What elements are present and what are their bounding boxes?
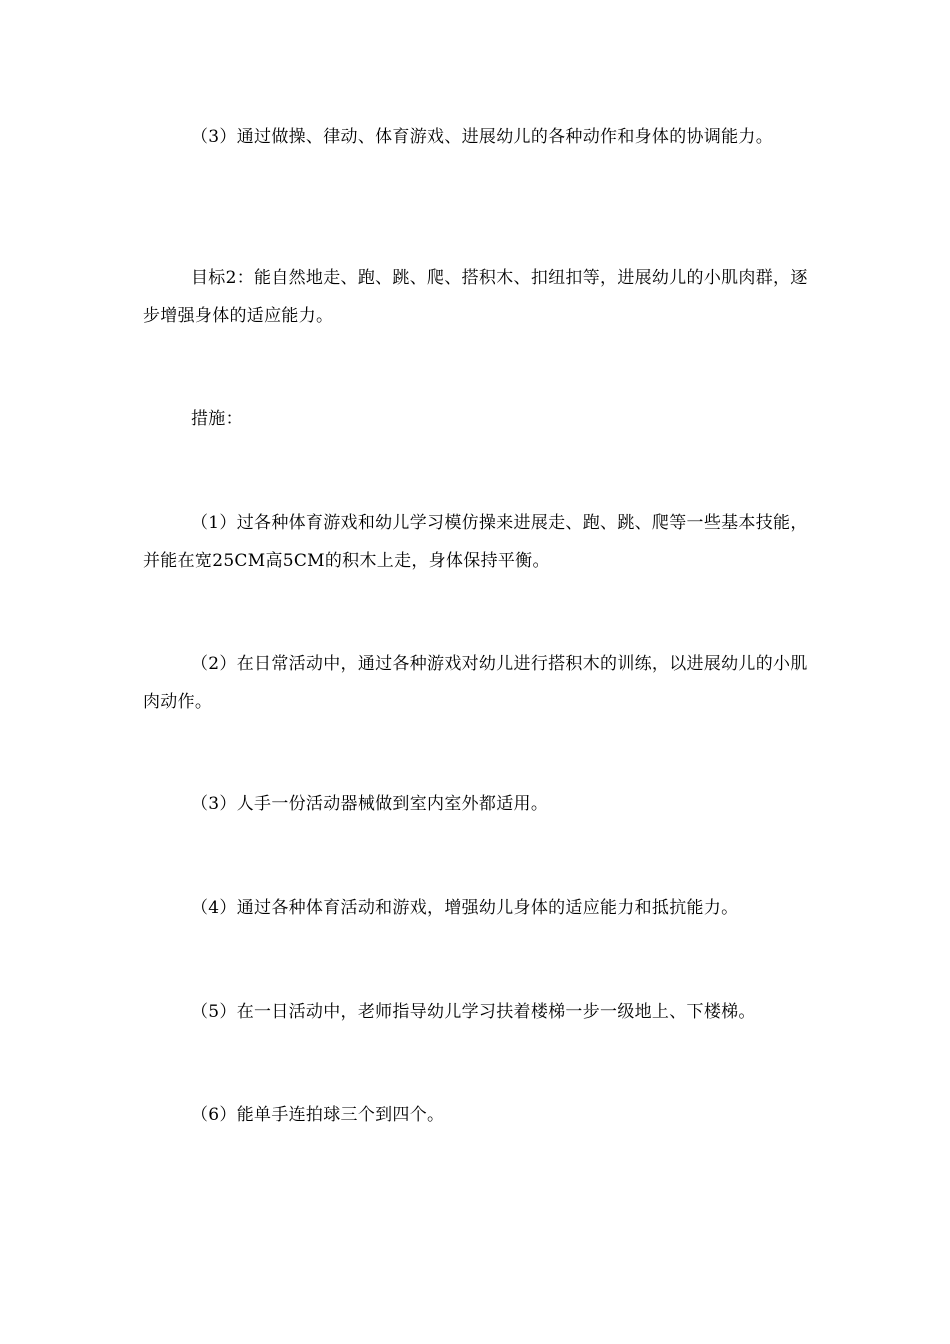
paragraph-measure-5: （5）在一日活动中，老师指导幼儿学习扶着楼梯一步一级地上、下楼梯。 — [191, 1002, 756, 1022]
paragraph-measure-2: （2）在日常活动中，通过各种游戏对幼儿进行搭积木的训练，以进展幼儿的小肌肉动作。 — [143, 654, 808, 712]
paragraph-goal2: 目标2：能自然地走、跑、跳、爬、搭积木、扣纽扣等，进展幼儿的小肌肉群，逐步增强身体的适应能力。 — [143, 268, 808, 326]
paragraph-goal1-item3: （3）通过做操、律动、体育游戏、进展幼儿的各种动作和身体的协调能力。 — [191, 127, 774, 147]
paragraph-measure-4: （4）通过各种体育活动和游戏，增强幼儿身体的适应能力和抵抗能力。 — [191, 898, 739, 918]
paragraph-measures-heading: 措施： — [191, 409, 243, 429]
paragraph-measure-3: （3）人手一份活动器械做到室内室外都适用。 — [191, 794, 549, 814]
paragraph-measure-1: （1）过各种体育游戏和幼儿学习模仿操来进展走、跑、跳、爬等一些基本技能，并能在宽25CM高5CM的积木上走，身体保持平衡。 — [143, 513, 808, 571]
paragraph-measure-6: （6）能单手连拍球三个到四个。 — [191, 1105, 445, 1125]
